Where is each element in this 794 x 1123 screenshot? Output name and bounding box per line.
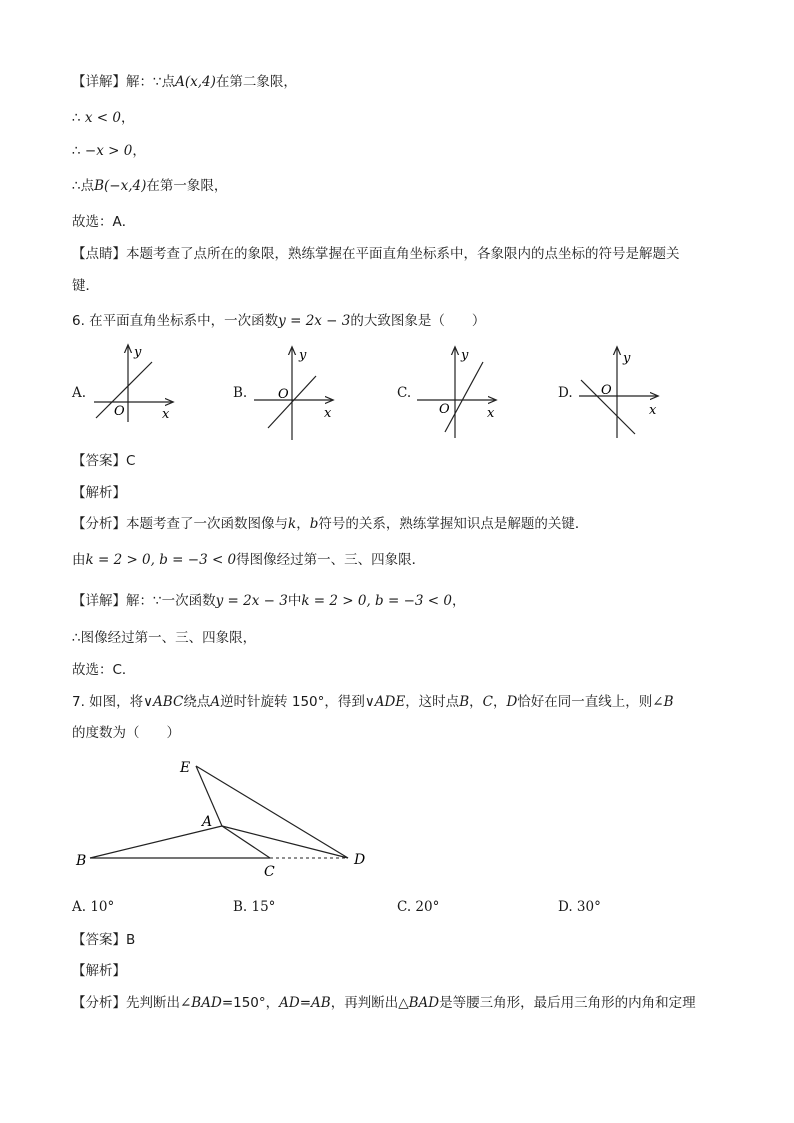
triangle-figure: [72, 752, 382, 882]
math-point-b: B(−x,4): [94, 178, 147, 194]
graph-b: [252, 342, 342, 442]
segment-ad: [222, 826, 348, 858]
text: 在第一象限，: [146, 178, 228, 194]
text: 在第二象限，: [215, 74, 297, 90]
q7-answer: 【答案】B: [72, 932, 136, 948]
text: 得图像经过第一、三、四象限．: [236, 552, 426, 568]
math: △BAD: [398, 995, 440, 1011]
math: −x > 0: [84, 143, 133, 159]
graph-c: [415, 342, 505, 442]
math: AD: [279, 995, 300, 1011]
label-d: D: [354, 852, 366, 868]
segment-ba: [90, 826, 222, 858]
math: A: [210, 694, 221, 710]
math: B: [459, 694, 470, 710]
text: 绕点: [183, 694, 211, 710]
math: b: [309, 516, 319, 532]
text: 【分析】先判断出: [72, 995, 180, 1011]
text: 【分析】本题考查了一次函数图像与: [72, 516, 288, 532]
label-a: A: [202, 814, 213, 830]
option-d-label: D.: [558, 385, 573, 401]
text: 【详解】解：∵点: [72, 74, 176, 90]
q7-option-c: C. 20°: [397, 899, 440, 915]
text: ，: [132, 143, 146, 159]
detail-line-1: [72, 72, 297, 92]
q7-option-b: B. 15°: [233, 899, 276, 915]
text: 的大致图象是（ ）: [350, 313, 486, 329]
text: 是等腰三角形，最后用三角形的内角和定理: [439, 995, 696, 1011]
q7-analysis-heading: 【解析】: [72, 963, 126, 979]
text: ，再判断出: [330, 995, 399, 1011]
x-label: x: [649, 403, 657, 418]
text: ，: [451, 593, 466, 609]
text: 【详解】解：∵一次函数: [72, 593, 216, 609]
detail-line-3: [72, 141, 146, 161]
comment-line-cont: 键．: [72, 278, 99, 294]
text: ∴: [72, 143, 81, 159]
option-a-label: A.: [72, 385, 87, 401]
text: 中: [287, 593, 302, 609]
segment-ed: [196, 766, 348, 858]
text: 6. 在平面直角坐标系中，一次函数: [72, 313, 279, 329]
text: ，: [492, 694, 507, 710]
text: 恰好在同一直线上，则: [517, 694, 653, 710]
q6-analysis-2: [72, 550, 425, 570]
question-6: [72, 311, 485, 331]
text: ∴: [72, 110, 81, 126]
math: ∠BAD: [180, 995, 222, 1011]
math: k = 2 > 0, b = −3 < 0: [85, 552, 237, 568]
q6-analysis: [72, 514, 588, 534]
q6-detail-2: ∴图像经过第一、三、四象限，: [72, 630, 257, 646]
math: AB: [311, 995, 331, 1011]
graph-d: [577, 342, 667, 442]
x-label: x: [324, 406, 332, 421]
segment-ac: [222, 826, 270, 858]
question-7-cont: 的度数为（ ）: [72, 725, 180, 741]
math: x < 0: [84, 110, 121, 126]
function-line: [445, 362, 483, 432]
text: 7. 如图，将: [72, 694, 144, 710]
q6-analysis-heading: 【解析】: [72, 485, 126, 501]
math: D: [506, 694, 518, 710]
q6-answer: 【答案】C: [72, 453, 136, 469]
text: =150°，: [221, 995, 280, 1011]
text: =: [299, 995, 312, 1011]
y-label: y: [299, 348, 307, 363]
math: C: [482, 694, 493, 710]
choice-line: 故选：A．: [72, 214, 136, 230]
math: ∠B: [652, 694, 674, 710]
math-point-a: A(x,4): [175, 74, 216, 90]
text: 由: [72, 552, 86, 568]
math: ∨ABC: [143, 694, 184, 710]
text: 逆时针旋转 150°，得到: [220, 694, 365, 710]
graph-a: [90, 342, 180, 424]
math-function: y = 2x − 3: [278, 313, 351, 329]
text: 符号的关系，熟练掌握知识点是解题的关键．: [318, 516, 589, 532]
origin-label: O: [114, 404, 125, 419]
math: k = 2 > 0, b = −3 < 0: [301, 593, 452, 609]
q6-choice: 故选：C．: [72, 662, 136, 678]
detail-line-2: [72, 108, 135, 128]
x-label: x: [162, 407, 170, 422]
q6-detail: [72, 591, 465, 611]
origin-label: O: [278, 387, 289, 402]
comment-line: 【点睛】本题考查了点所在的象限，熟练掌握在平面直角坐标系中，各象限内的点坐标的符号是解题关: [72, 246, 680, 262]
text: ，这时点: [405, 694, 460, 710]
x-label: x: [487, 406, 495, 421]
math: ∨ADE: [364, 694, 406, 710]
option-b-label: B.: [233, 385, 248, 401]
text: ，: [469, 694, 483, 710]
q7-analysis: [72, 993, 696, 1013]
label-b: B: [76, 853, 87, 869]
q7-option-d: D. 30°: [558, 899, 601, 915]
label-e: E: [180, 760, 191, 776]
origin-label: O: [439, 402, 450, 417]
question-7: [72, 692, 674, 712]
text: ，: [121, 110, 135, 126]
detail-line-4: [72, 176, 227, 196]
option-c-label: C.: [397, 385, 412, 401]
text: ∴点: [72, 178, 95, 194]
origin-label: O: [601, 383, 612, 398]
y-label: y: [461, 348, 469, 363]
y-label: y: [134, 345, 142, 360]
q7-option-a: A. 10°: [72, 899, 115, 915]
text: ，: [296, 516, 310, 532]
math: y = 2x − 3: [215, 593, 288, 609]
label-c: C: [264, 864, 275, 880]
math: k: [288, 516, 297, 532]
y-label: y: [623, 351, 631, 366]
